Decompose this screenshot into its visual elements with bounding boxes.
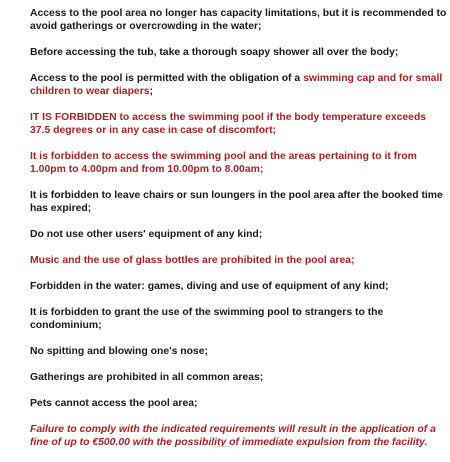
highlighted-text: swimming cap and for small [303, 73, 443, 84]
highlighted-text: 1.00pm to 4.00pm and from 10.00pm to 8.00am; [30, 164, 264, 175]
rule-line [30, 228, 435, 241]
rule-text: Gatherings are prohibited in all common areas; [30, 372, 264, 383]
rule-line [30, 254, 435, 267]
rule-text: has expired; [30, 203, 92, 214]
rule-line [30, 7, 447, 20]
rule-paragraph [30, 7, 447, 33]
rule-text: Access to the pool is permitted with the obligation of a [30, 73, 304, 84]
rule-line [30, 150, 435, 163]
rule-paragraph [30, 72, 443, 98]
highlighted-text: 37.5 degrees or in any case in case of discomfort; [30, 125, 277, 136]
rule-line [30, 111, 435, 124]
rule-line [30, 397, 435, 410]
rule-line [30, 85, 435, 98]
rule-text: Do not use other users' equipment of any kind; [30, 229, 263, 240]
rule-line [30, 163, 435, 176]
rule-paragraph [30, 46, 435, 59]
rule-text: No spitting and blowing one's nose; [30, 346, 208, 357]
rule-text: It is forbidden to grant the use of the swimming pool to strangers to the [30, 307, 384, 318]
rule-line [30, 202, 435, 215]
rule-line [30, 46, 435, 59]
rule-paragraph [30, 345, 435, 358]
rule-paragraph [30, 423, 435, 449]
rule-paragraph [30, 111, 435, 137]
rule-line [30, 371, 435, 384]
rule-line [30, 124, 435, 137]
rule-paragraph [30, 150, 435, 176]
rule-line [30, 72, 443, 85]
scroll-indicator [212, 446, 234, 451]
highlighted-text: Failure to comply with the indicated requirements will result in the application of a [30, 424, 436, 435]
highlighted-text: fine of up to €500.00 with the possibility of immediate expulsion from the facility. [30, 437, 428, 448]
rule-paragraph [30, 306, 435, 332]
rule-line [30, 423, 435, 436]
rule-line [30, 306, 435, 319]
pool-rules-document [30, 7, 447, 462]
rule-text: Pets cannot access the pool area; [30, 398, 198, 409]
rule-paragraph [30, 254, 435, 267]
rule-line [30, 189, 443, 202]
rule-line [30, 20, 435, 33]
rule-text: condominium; [30, 320, 102, 331]
rule-line [30, 319, 435, 332]
rule-text: avoid gatherings or overcrowding in the water; [30, 21, 262, 32]
rule-text: Before accessing the tub, take a thorough soapy shower all over the body; [30, 47, 399, 58]
rule-text: Forbidden in the water: games, diving and use of equipment of any kind; [30, 281, 389, 292]
highlighted-text: IT IS FORBIDDEN to access the swimming pool if the body temperature exceeds [30, 112, 427, 123]
rule-line [30, 280, 435, 293]
highlighted-text: children to wear diapers [30, 86, 150, 97]
rule-text: ; [149, 86, 153, 97]
rule-text: It is forbidden to leave chairs or sun loungers in the pool area after the booked time [30, 190, 443, 201]
rule-paragraph [30, 228, 435, 241]
rule-line [30, 345, 435, 358]
rule-paragraph [30, 371, 435, 384]
rule-paragraph [30, 189, 443, 215]
rule-paragraph [30, 397, 435, 410]
highlighted-text: It is forbidden to access the swimming pool and the areas pertaining to it from [30, 151, 417, 162]
rule-paragraph [30, 280, 435, 293]
highlighted-text: Music and the use of glass bottles are prohibited in the pool area; [30, 255, 355, 266]
rule-text: Access to the pool area no longer has capacity limitations, but it is recommended to [30, 8, 447, 19]
